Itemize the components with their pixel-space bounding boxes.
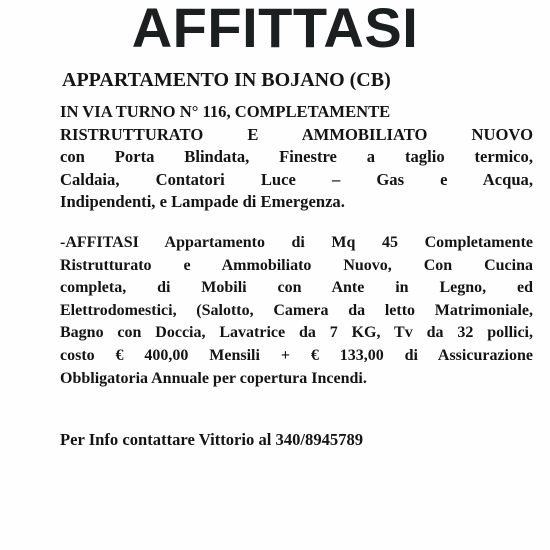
details-line: costo € 400,00 Mensili + € 133,00 di Assicurazione <box>60 346 533 364</box>
poster-subtitle: APPARTAMENTO IN BOJANO (CB) <box>62 69 391 91</box>
description-line: RISTRUTTURATO E AMMOBILIATO NUOVO <box>60 124 533 144</box>
details-line: Bagno con Doccia, Lavatrice da 7 KG, Tv da 32 pollici, <box>60 324 533 342</box>
poster-headline: AFFITTASI <box>131 0 419 59</box>
details-line: Obbligatoria Annuale per copertura Incendi. <box>60 369 367 387</box>
description-paragraph <box>60 101 533 214</box>
description-line: Indipendenti, e Lampade di Emergenza. <box>60 192 345 212</box>
details-paragraph <box>60 232 533 390</box>
details-line: -AFFITASI Appartamento di Mq 45 Completamente <box>60 234 533 251</box>
description-line: Caldaia, Contatori Luce – Gas e Acqua, <box>60 169 533 189</box>
description-line: con Porta Blindata, Finestre a taglio termico, <box>60 147 533 167</box>
description-line: IN VIA TURNO N° 116, COMPLETAMENTE <box>60 102 391 121</box>
details-line: Elettrodomestici, (Salotto, Camera da letto Matrimoniale, <box>60 301 533 319</box>
details-line: Ristrutturato e Ammobiliato Nuovo, Con Cucina <box>60 256 533 274</box>
details-line: completa, di Mobili con Ante in Legno, ed <box>60 279 533 297</box>
contact-info: Per Info contattare Vittorio al 340/8945789 <box>60 430 364 449</box>
